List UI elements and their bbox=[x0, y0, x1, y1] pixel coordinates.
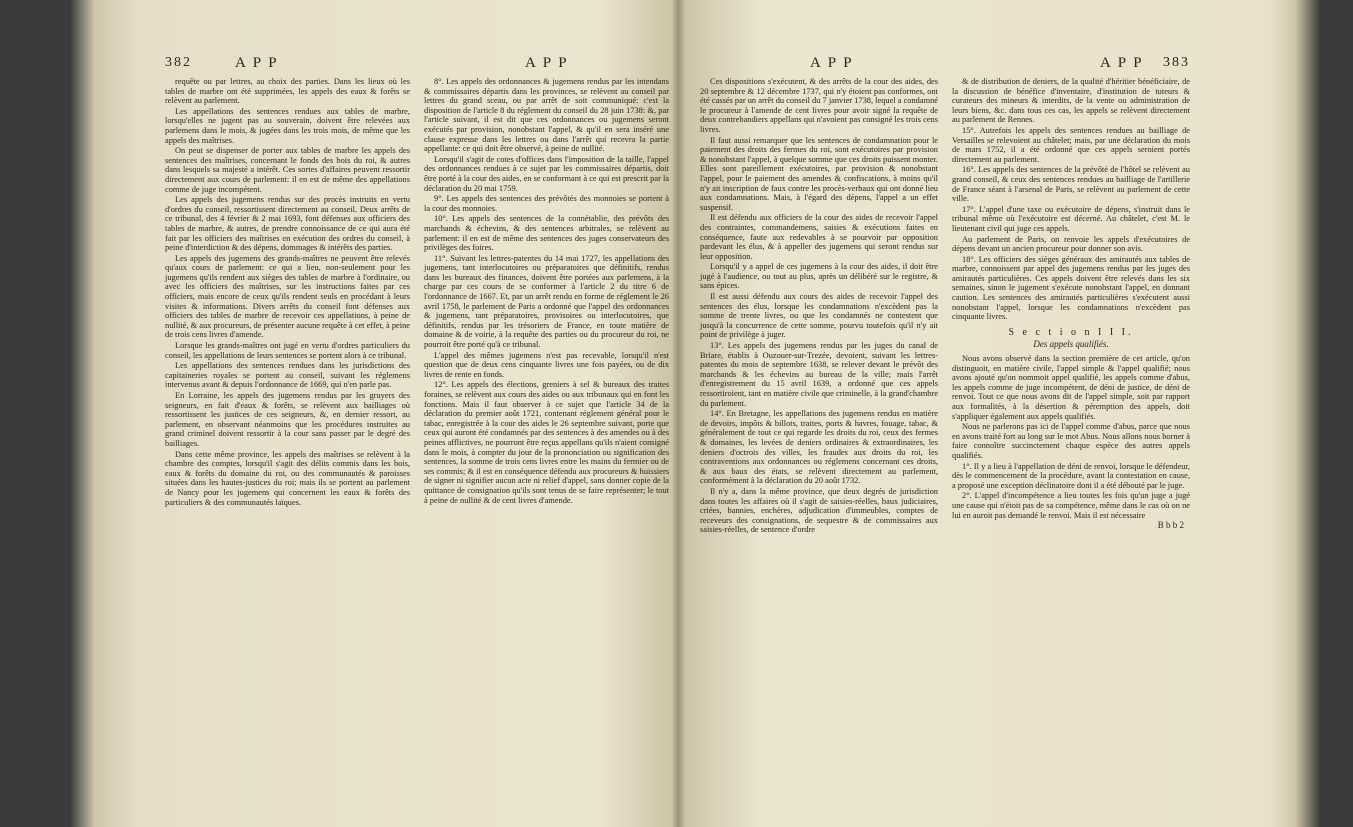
paragraph: Les appels des jugemens rendus sur des procès instruits en vertu d'ordres du conseil, ressortissent directement au conseil. Deux arrêts de ce tribunal, des 4 février & 2 mai 1693, font défenses aux officiers des tables de marbre, & autres, de prendre connoissance de ce qui aura été fait par les officiers des maîtrises en exécution des ordres du conseil, à peine d'interdiction & des dépens, dommages & intérêts des parties. bbox=[165, 195, 410, 253]
right-page-number: 383 bbox=[1163, 55, 1190, 70]
paragraph: 2°. L'appel d'incompétence a lieu toutes les fois qu'un juge a jugé une cause qui n'étoit pas de sa compétence, même dans le cas où on ne lui en auroit pas demandé le renvoi. Mais il est nécessaire bbox=[952, 491, 1190, 520]
left-column-2 bbox=[424, 77, 669, 507]
paragraph: Il est aussi défendu aux cours des aides de recevoir l'appel des sentences des élus, lorsque les condamnations n'excèdent pas la somme de trente livres, ou que les condamnés ne contestent que jusqu'à la concurrence de cette somme, pourvu toutefois qu'il n'y ait point de privilège à juger. bbox=[700, 292, 938, 340]
right-head-left: A P P bbox=[810, 55, 854, 71]
paragraph: & de distribution de deniers, de la qualité d'héritier bénéficiaire, de la discussion de bénéfice d'inventaire, d'institution de tuteurs & curateurs des mineurs & interdits, de la vente ou administration de leurs biens, &c. dans tous ces cas, les appels se relèvent directement au parlement de Rennes. bbox=[952, 77, 1190, 125]
paragraph: 15°. Autrefois les appels des sentences rendues au bailliage de Versailles se relevoient au châtelet; mais, par une déclaration du mois de mars 1752, il a été ordonné que ces appels seroient portés directement au parlement. bbox=[952, 125, 1190, 164]
paragraph: Les appellations des sentences rendues aux tables de marbre, lorsqu'elles ne jugent pas au souverain, doivent être relevées aux parlemens dans le mois, & jugées dans les trois mois, de même que les appels des maîtrises. bbox=[165, 106, 410, 145]
left-page-number: 382 bbox=[165, 55, 192, 70]
left-head-right: A P P bbox=[525, 55, 569, 71]
paragraph: Les appellations des sentences rendues dans les jurisdictions des capitaineries royales se portent au conseil, suivant les réglemens intervenus avant & depuis l'ordonnance de 1669, qui n'en parle pas. bbox=[165, 361, 410, 390]
paragraph: En Lorraine, les appels des jugemens rendus par les gruyers des seigneurs, en fait d'eaux & forêts, se relèvent aux bailliages où ressortissent les justices de ces seigneurs, &, en dernier ressort, au parlement, en observant néanmoins que les procédures instruites au grand criminel doivent ressortir à la cour sans passer par le degré des bailliages. bbox=[165, 391, 410, 448]
paragraph: Il n'y a, dans la même province, que deux degrés de jurisdiction dans toutes les affaires où il s'agit de saisies-réelles, baux judiciaires, criées, bannies, enchères, adjudication d'immeubles, comptes de receveurs des consignations, de sequestre & de commissaires aux saisies-réelles, de sentence d'ordre bbox=[700, 486, 938, 535]
paragraph: 16°. Les appels des sentences de la prévôté de l'hôtel se relèvent au grand conseil, & ceux des sentences rendues au bailliage de l'artillerie de France séant à l'arsenal de Paris, se relèvent au parlement de cette ville. bbox=[952, 165, 1190, 204]
paragraph: Nous ne parlerons pas ici de l'appel comme d'abus, parce que nous en avons traité fort au long sur le mot Abus. Nous allons nous borner à faire connoître succinctement chaque espèce des autres appels qualifiés. bbox=[952, 422, 1190, 460]
left-head-left: A P P bbox=[235, 55, 279, 71]
paragraph: Nous avons observé dans la section première de cet article, qu'on distinguoit, en matière civile, l'appel simple & l'appel qualifié; nous avons ajouté qu'on nommoit appel qualifié, les appels comme d'abus, les appels comme de juge incompétent, de déni de justice, de déni de renvoi. Tout ce que nous avons dit de l'appel simple, soit par rapport aux formalités, à la désertion & péremption des appels, doit s'appliquer également aux appels qualifiés. bbox=[952, 354, 1190, 421]
section-subtitle: Des appels qualifiés. bbox=[1033, 339, 1109, 350]
right-head-right: A P P bbox=[1100, 55, 1144, 71]
paragraph: Les appels des jugemens des grands-maîtres ne peuvent être relevés qu'aux cours de parlement: ce qui a lieu, non-seulement pour les jugemens qu'ils rendent aux sièges des tables de marbre à l'ordinaire, ou avec les officiers des maîtrises, sur les instructions faites par ces officiers, mais encore de ceux qu'ils rendent seuls en procédant à leurs visites & informations. Divers arrêts du conseil font défenses aux officiers des tables de marbre de recevoir ces appellations, à peine de nullité, & aux procureurs, de présenter aucune requête à cet effet, à peine de trois cens livres d'amende. bbox=[165, 253, 410, 340]
paragraph: Au parlement de Paris, on renvoie les appels d'exécutoires de dépens devant un ancien procureur pour donner son avis. bbox=[952, 234, 1190, 254]
paragraph: Ces dispositions s'exécutent, & des arrêts de la cour des aides, des 20 septembre & 12 décembre 1737, qui n'y étoient pas conformes, ont été cassés par un arrêt du conseil du 7 janvier 1738, lequel a condamné le procureur à l'amende de cent livres pour avoir signé la requête de deux contrebandiers appellans qui n'avoient pas consigné les trois cens livres. bbox=[700, 77, 938, 134]
right-column-1 bbox=[700, 77, 938, 535]
paragraph: 1°. Il y a lieu à l'appellation de déni de renvoi, lorsque le défendeur, dès le commencement de la procédure, avant la contestation en cause, a proposé une exception déclinatoire dont il a été débouté par le juge. bbox=[952, 461, 1190, 490]
signature-mark: B b b 2 bbox=[1157, 520, 1184, 531]
paragraph: 11°. Suivant les lettres-patentes du 14 mai 1727, les appellations des jugemens, tant interlocutoires ou préparatoires que définitifs, rendus dans les bureaux des finances, doivent être portées aux parlemens, à la charge par ces cours de se conformer à l'article 2 du titre 6 de l'ordonnance de 1667. Et, par un arrêt rendu en forme de réglement le 26 avril 1758, le parlement de Paris a ordonné que l'appel des ordonnances & jugemens, tant préparatoires, provisoires ou interlocutoires, que définitifs, rendus par les trésoriers de France, en toute matière de domaine & de voirie, à la requête des parties ou du procureur du roi, ne pourroit être porté qu'à ce tribunal. bbox=[424, 253, 669, 350]
paragraph: 10°. Les appels des sentences de la connétablie, des prévôts des marchands & échevins, & des sentences arbitrales, se relèvent au parlement: il en est de même des sentences des juges conservateurs des privilèges des foires. bbox=[424, 214, 669, 253]
paragraph: 13°. Les appels des jugemens rendus par les juges du canal de Briare, établis à Ouzouer-sur-Trezée, devoient, suivant les lettres-patentes du mois de septembre 1638, se relever devant le prévôt des marchands & les échevins au bureau de la ville; mais l'arrêt d'enregistrement du 15 avril 1639, a ordonné que ces appels ressortiroient, tant en matière civile que criminelle, à la grand'chambre du parlement. bbox=[700, 341, 938, 408]
paragraph: 12°. Les appels des élections, greniers à sel & bureaux des traites foraines, se relèvent aux cours des aides ou aux tribunaux qui en font les fonctions. Mais il faut observer à ce sujet que l'article 34 de la déclaration du premier août 1721, contenant réglement général pour le tabac, enregistrée à la cour des aides le 26 septembre suivant, porte que ceux qui auront été condamnés par des sentences à des amendes ou à des peines afflictives, ne pourront être reçus appellans qu'ils n'aient consigné dans le mois, à compter du jour de la prononciation ou signification des sentences, la somme de trois cens livres entre les mains du fermier ou de ses commis; & il est en conséquence défendu aux procureurs & huissiers de signer ni signifier aucun acte ni relief d'appel, sans donner copie de la quittance de consignation qu'ils sont tenus de se faire représenter; le tout à peine de nullité & de cent livres d'amende. bbox=[424, 380, 669, 505]
paragraph: Lorsque les grands-maîtres ont jugé en vertu d'ordres particuliers du conseil, les appellations de leurs sentences se portent alors à ce tribunal. bbox=[165, 341, 410, 360]
right-page bbox=[700, 55, 1190, 535]
paragraph: Lorsqu'il y a appel de ces jugemens à la cour des aides, il doit être jugé à l'audience, ou tout au plus, après un délibéré sur le registre, & sans épices. bbox=[700, 262, 938, 291]
left-running-head bbox=[165, 55, 670, 77]
paragraph: 8°. Les appels des ordonnances & jugemens rendus par les intendans & commissaires départis dans les provinces, se relèvent au conseil par lettres du grand sceau, ou par arrêt de soit communiqué: c'est la disposition de l'article 8 du réglement du conseil du 28 juin 1738: &, par l'article suivant, il est dit que ces ordonnances ou jugemens seront exécutés par provision, nonobstant l'appel, & qu'il en sera inséré une clause expresse dans les lettres ou dans l'arrêt qui recevra la partie appellante: ce qui doit être observé, à peine de nullité. bbox=[424, 77, 669, 154]
paragraph: 17°. L'appel d'une taxe ou exécutoire de dépens, s'instruit dans le tribunal même où l'exécutoire est décerné. Au châtelet, c'est M. le lieutenant civil qui juge ces appels. bbox=[952, 204, 1190, 233]
paragraph: 18°. Les officiers des sièges généraux des amirautés aux tables de marbre, connoissent par appel des jugemens rendus par les juges des amirautés particulières. Ces appels doivent être relevés dans les six semaines, sinon le jugement s'exécute nonobstant l'appel, en donnant caution. Les sentences des amirautés particulières s'exécutent aussi nonobstant l'appel, lorsque les condamnations n'excèdent pas cinquante livres. bbox=[952, 254, 1190, 322]
left-page bbox=[165, 55, 670, 507]
section-title: S e c t i o n I I I. bbox=[1008, 326, 1134, 338]
paragraph: Dans cette même province, les appels des maîtrises se relèvent à la chambre des comptes, lorsqu'il s'agit des délits commis dans les bois, eaux & forêts du domaine du roi, ou des communautés & paroisses situées dans les hautes-justices du roi; mais ils se portent au parlement de Nancy pour les jugemens qui concernent les eaux & forêts des particuliers & des communautés laïques. bbox=[165, 449, 410, 507]
right-column-2 bbox=[952, 77, 1190, 535]
paragraph: 14°. En Bretagne, les appellations des jugemens rendus en matière de devoirs, impôts & billots, traites, ports & havres, fouage, tabac, & généralement de tout ce qui regarde les droits du roi, ceux des fermes & domaines, les levées de deniers ordinaires & extraordinaires, les deniers d'octrois des villes, les fraudes aux droits du roi, les contraventions aux ordonnances ou réglemens concernant ces droits, & aux baux des états, se relèvent directement au parlement, conformément à la déclaration du 20 août 1732. bbox=[700, 409, 938, 486]
paragraph: Il est défendu aux officiers de la cour des aides de recevoir l'appel des contraintes, commandemens, saisies & exécutions faites en conséquence, faute aux redevables à se pourvoir par opposition pardevant les élus, & à appeller des jugemens qui seront rendus sur leur opposition. bbox=[700, 213, 938, 261]
paragraph: On peut se dispenser de porter aux tables de marbre les appels des sentences des maîtrises, concernant le fonds des bois du roi, & autres dans lesquels sa majesté a intérêt. Ces sortes d'affaires peuvent ressortir directement aux cours de parlement: il en est de même des appellations comme de juge incompétent. bbox=[165, 146, 410, 194]
paragraph: Il faut aussi remarquer que les sentences de condamnation pour le paiement des droits des fermes du roi, sont exécutoires par provision & nonobstant l'appel, à quelque somme que ces droits puissent monter. Elles sont pareillement exécutoires, par provision & nonobstant l'appel, pour le paiement des amendes & confiscations, à moins qu'il n'y ait inscription de faux contre les procès-verbaux qui ont donné lieu aux condamnations. Mais, à l'égard des dépens, l'appel a un effet suspensif. bbox=[700, 135, 938, 212]
paragraph: L'appel des mêmes jugemens n'est pas recevable, lorsqu'il n'est question que de deux cens cinquante livres une fois payées, ou de dix livres de rente en fonds. bbox=[424, 350, 669, 379]
paragraph: 9°. Les appels des sentences des prévôtés des monnoies se portent à la cour des monnoies. bbox=[424, 194, 669, 213]
paragraph: requête ou par lettres, au choix des parties. Dans les lieux où les tables de marbre ont été supprimées, les appels des eaux & forêts se relèvent au parlement. bbox=[165, 77, 410, 106]
paragraph: Lorsqu'il s'agit de cotes d'offices dans l'imposition de la taille, l'appel des ordonnances rendues à ce sujet par les commissaires départis, doit être porté à la cour des aides, en se conformant à ce qui est prescrit par la déclaration du 20 mai 1759. bbox=[424, 154, 669, 193]
left-column-1 bbox=[165, 77, 410, 507]
right-running-head bbox=[700, 55, 1190, 77]
